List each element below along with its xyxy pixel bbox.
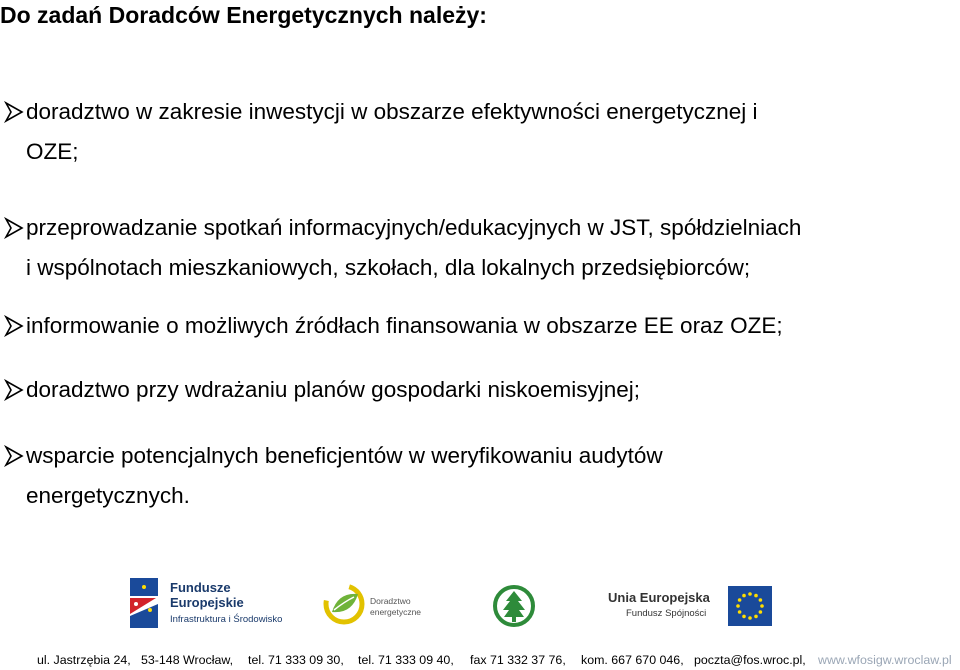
footer-fax: fax 71 332 37 76,	[470, 653, 566, 667]
logo-text: Europejskie	[170, 595, 244, 610]
wfosigw-logo	[492, 584, 536, 628]
doradztwo-energetyczne-logo	[322, 582, 422, 628]
list-item-line: wsparcie potencjalnych beneficjentów w weryfikowaniu audytów	[26, 443, 663, 468]
arrow-bullet-icon	[4, 445, 24, 467]
arrow-bullet-icon	[4, 217, 24, 239]
list-item-line: OZE;	[26, 139, 79, 164]
list-item-line: energetycznych.	[26, 483, 190, 508]
fe-flag-icon	[126, 574, 162, 630]
list-item-line: przeprowadzanie spotkań informacyjnych/edukacyjnych w JST, spółdzielniach	[26, 215, 802, 240]
logo-text: Fundusze	[170, 580, 231, 595]
list-item-text	[26, 306, 956, 346]
list-item-line: doradztwo przy wdrażaniu planów gospodarki niskoemisyjnej;	[26, 377, 641, 402]
list-item-line: i wspólnotach mieszkaniowych, szkołach, dla lokalnych przedsiębiorców;	[26, 255, 751, 280]
footer-tel2: tel. 71 333 09 40,	[358, 653, 454, 667]
logo-text: Infrastruktura i Środowisko	[170, 614, 283, 625]
list-item-line: informowanie o możliwych źródłach finansowania w obszarze EE oraz OZE;	[26, 313, 783, 338]
footer-tel1: tel. 71 333 09 30,	[248, 653, 344, 667]
logo-text: energetyczne	[370, 607, 422, 617]
tree-icon	[492, 584, 536, 628]
leaf-sun-icon	[322, 582, 366, 626]
footer-email[interactable]: poczta@fos.wroc.pl,	[694, 653, 806, 667]
unia-europejska-logo	[608, 586, 764, 630]
list-item-line: doradztwo w zakresie inwestycji w obszarze efektywności energetycznej i	[26, 99, 758, 124]
list-item-text	[26, 370, 956, 410]
page-title: Do zadań Doradców Energetycznych należy:	[0, 2, 487, 28]
fundusze-europejskie-logo	[126, 574, 296, 634]
logo-text: Unia Europejska	[608, 590, 710, 605]
footer-address: ul. Jastrzębia 24,	[37, 653, 131, 667]
arrow-bullet-icon	[4, 315, 24, 337]
arrow-bullet-icon	[4, 379, 24, 401]
logo-text: Doradztwo	[370, 596, 411, 606]
list-item-text	[26, 436, 956, 516]
footer-postcode: 53-148 Wrocław,	[141, 653, 234, 667]
arrow-bullet-icon	[4, 101, 24, 123]
footer-website[interactable]: www.wfosigw.wroclaw.pl	[818, 653, 952, 667]
logo-text: Fundusz Spójności	[626, 608, 707, 619]
footer-mobile: kom. 667 670 046,	[581, 653, 684, 667]
eu-flag-icon	[728, 586, 772, 626]
list-item-text	[26, 208, 956, 288]
list-item-text	[26, 92, 956, 172]
footer-contact	[0, 652, 960, 670]
